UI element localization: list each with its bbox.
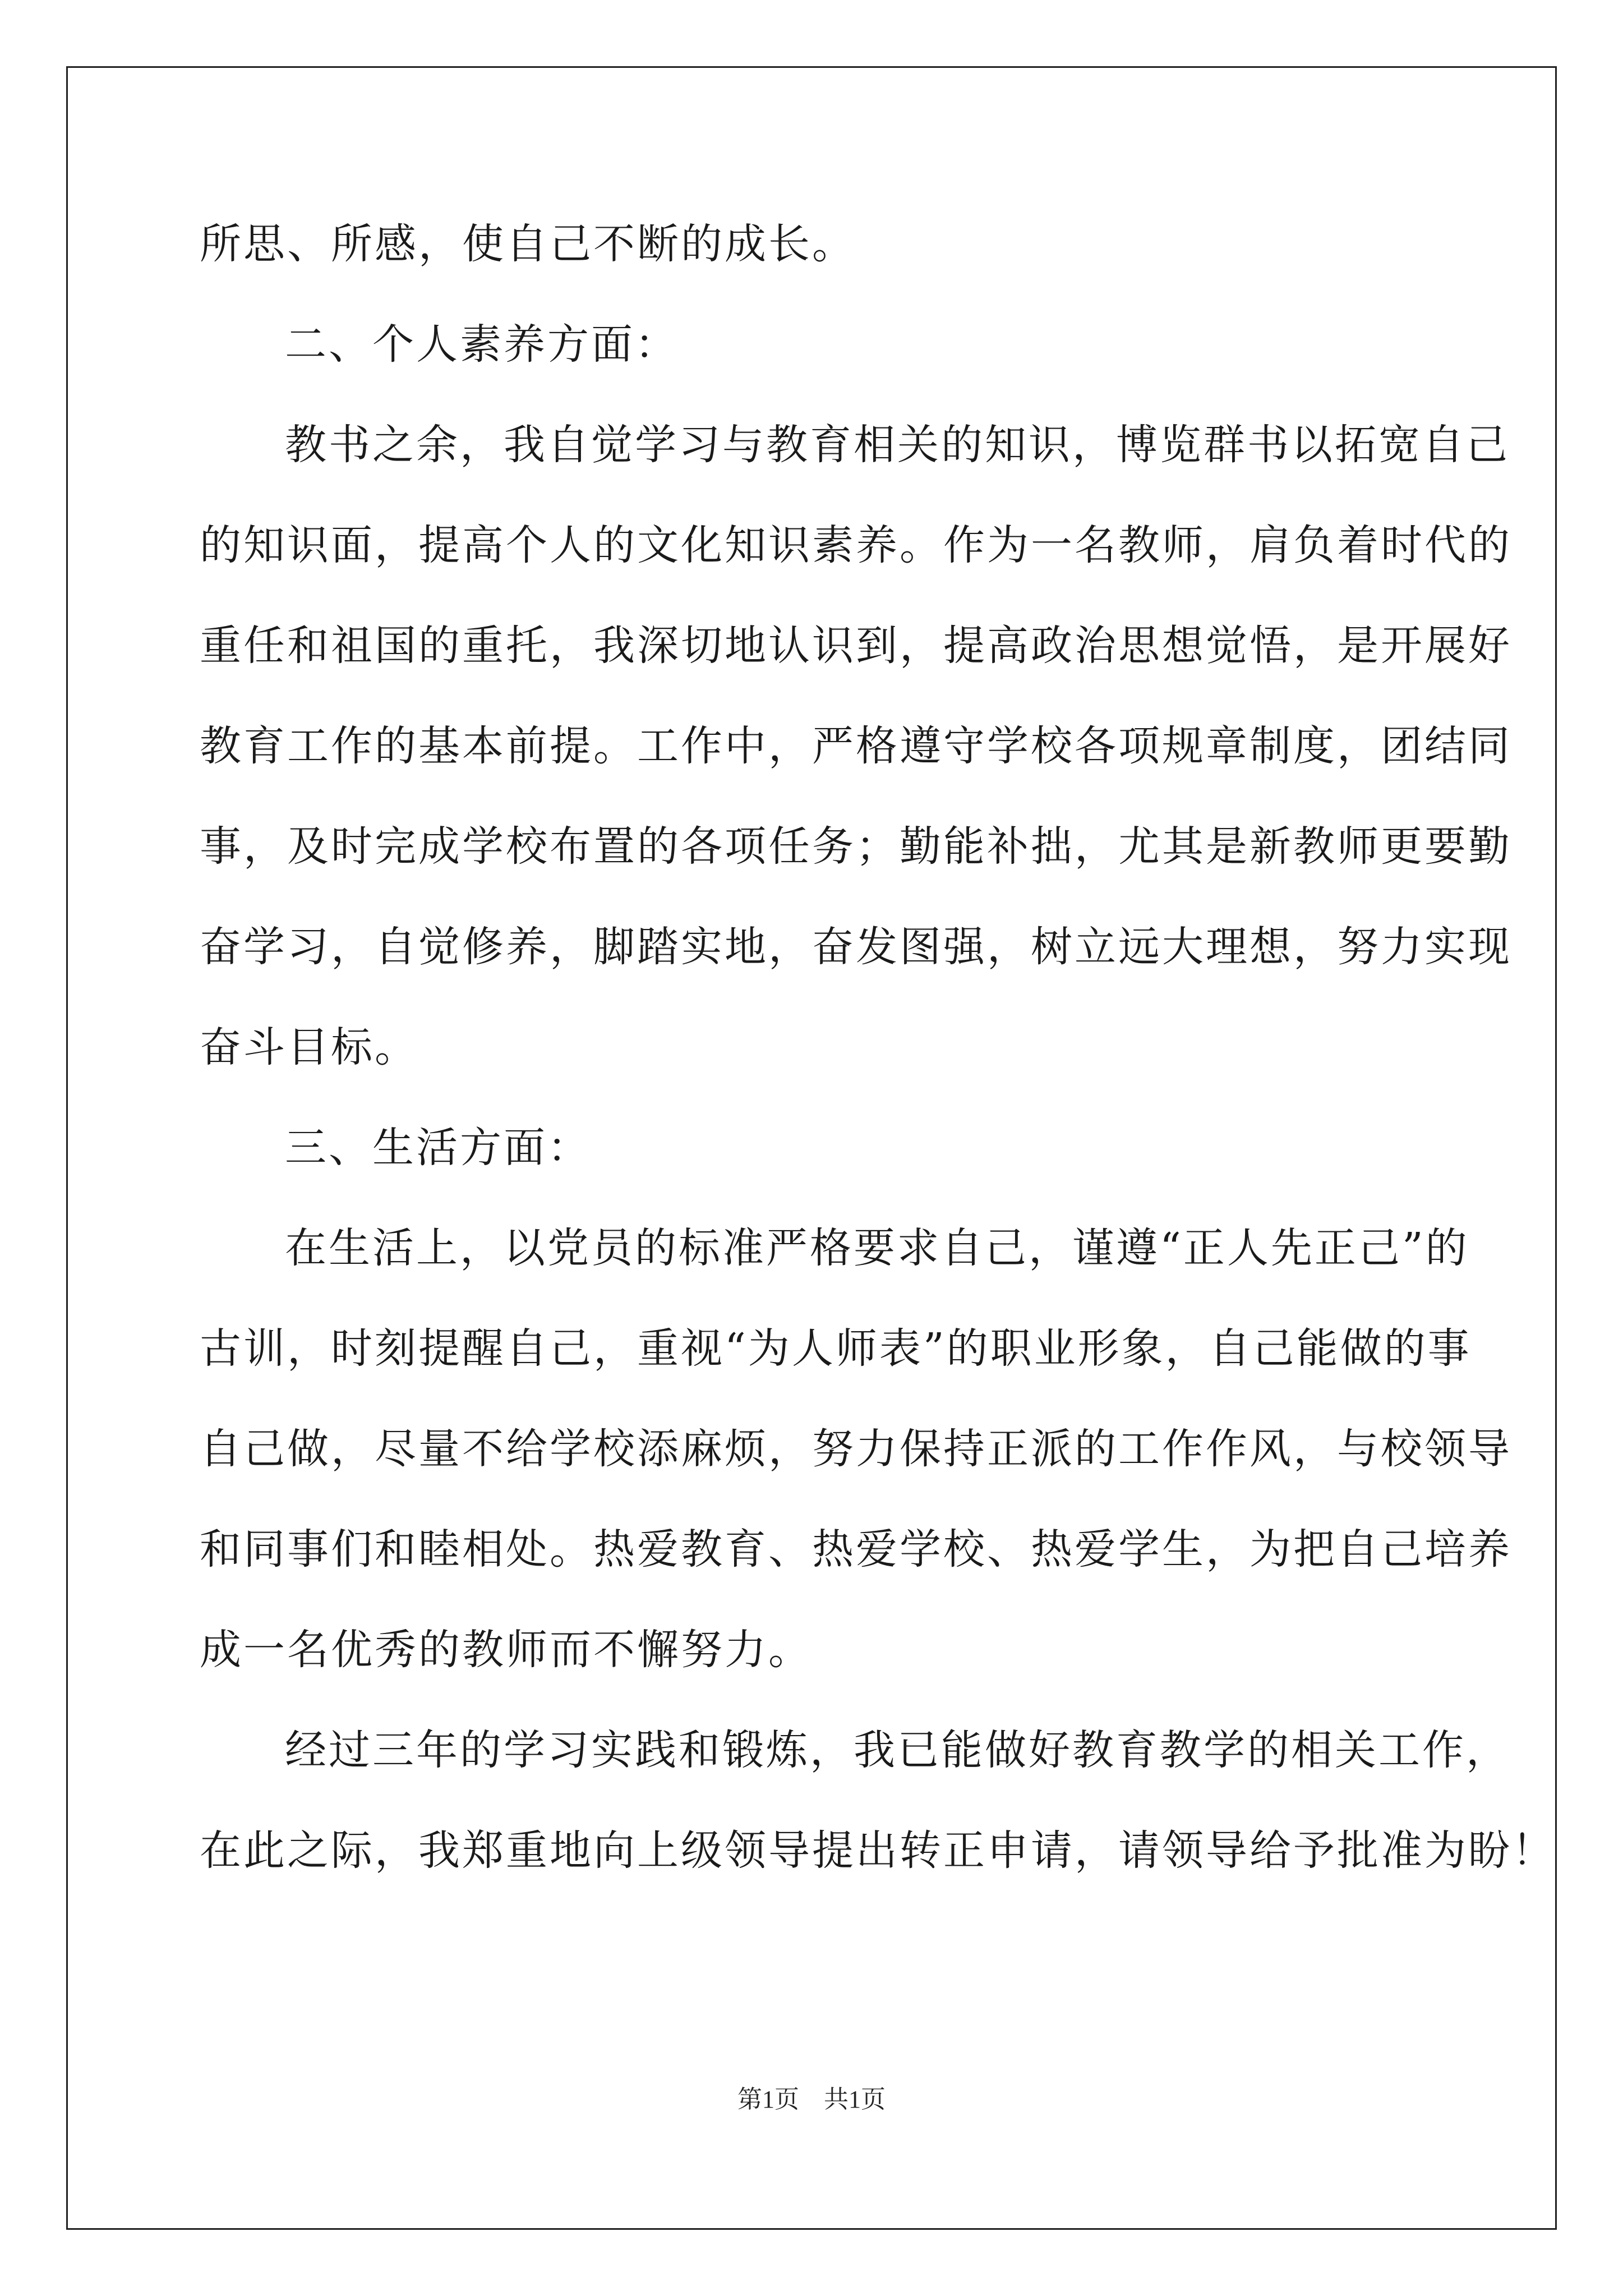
document-body — [200, 219, 1556, 1926]
text-line: 教育工作的基本前提。工作中，严格遵守学校各项规章制度，团结同 — [200, 722, 1512, 770]
text-line: 奋学习，自觉修养，脚踏实地，奋发图强，树立远大理想，努力实现 — [200, 923, 1512, 971]
text-line: 所思、所感，使自己不断的成长。 — [200, 220, 856, 268]
text-line: 经过三年的学习实践和锻炼，我已能做好教育教学的相关工作， — [285, 1726, 1510, 1774]
section-heading-life: 三、生活方面： — [285, 1124, 591, 1172]
text-line: 在生活上，以党员的标准严格要求自己，谨遵“正人先正己”的 — [285, 1224, 1469, 1272]
text-line: 古训，时刻提醒自己，重视“为人师表”的职业形象，自己能做的事 — [200, 1324, 1472, 1373]
text-line: 自己做，尽量不给学校添麻烦，努力保持正派的工作作风，与校领导 — [200, 1425, 1512, 1473]
text-line: 在此之际，我郑重地向上级领导提出转正申请，请领导给予批准为盼！ — [200, 1826, 1556, 1875]
section-heading-personal-quality: 二、个人素养方面： — [285, 320, 679, 369]
text-line: 和同事们和睦相处。热爱教育、热爱学校、热爱学生，为把自己培养 — [200, 1525, 1512, 1573]
page-number-footer: 第1页 共1页 — [737, 2086, 886, 2113]
text-line: 成一名优秀的教师而不懈努力。 — [200, 1626, 812, 1674]
text-line: 教书之余，我自觉学习与教育相关的知识，博览群书以拓宽自己 — [285, 421, 1510, 469]
text-line: 事，及时完成学校布置的各项任务；勤能补拙，尤其是新教师更要勤 — [200, 822, 1512, 871]
text-line: 奋斗目标。 — [200, 1023, 418, 1071]
text-line: 的知识面，提高个人的文化知识素养。作为一名教师，肩负着时代的 — [200, 521, 1512, 569]
text-line: 重任和祖国的重托，我深切地认识到，提高政治思想觉悟，是开展好 — [200, 622, 1512, 670]
